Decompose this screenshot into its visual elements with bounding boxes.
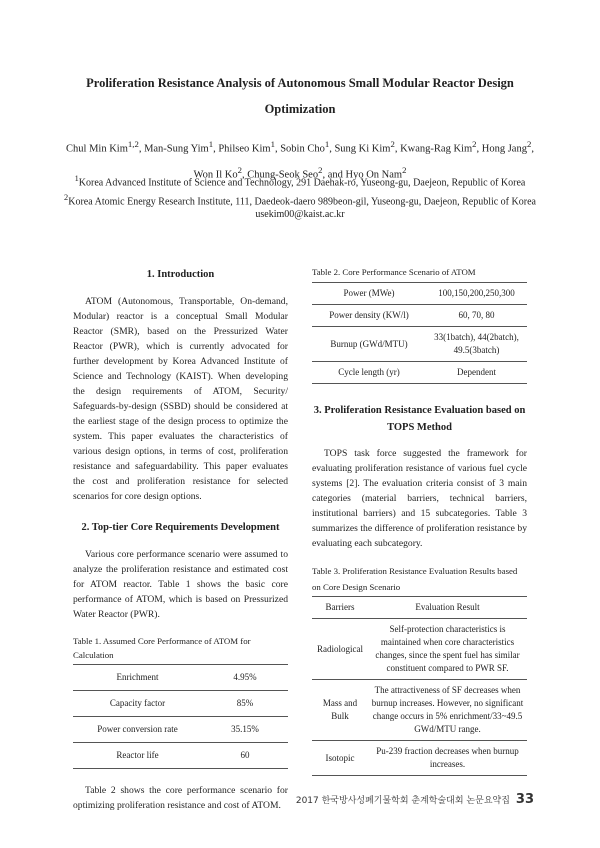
affiliation-1-marker: 1 bbox=[74, 174, 79, 183]
table-row bbox=[312, 619, 527, 680]
title-line-2: Optimization bbox=[264, 102, 336, 116]
author-separator: , bbox=[274, 143, 281, 155]
table-cell-value: Dependent bbox=[457, 367, 496, 377]
table-row bbox=[312, 680, 527, 741]
table-cell-label: Enrichment bbox=[116, 672, 159, 682]
table-cell-label: Power density (KW/l) bbox=[329, 310, 409, 320]
title-line-1: Proliferation Resistance Analysis of Autonomous Small Modular Reactor Design bbox=[86, 76, 514, 90]
author-name: Hyo On Nam bbox=[345, 169, 403, 180]
table-cell-label: Burnup (GWd/MTU) bbox=[330, 338, 408, 349]
affiliation-1-text: Korea Advanced Institute of Science and Technology, 291 Daehak-ro, Yuseong-gu, Daejeon, Republic of Korea bbox=[78, 177, 526, 189]
author-separator: , bbox=[476, 143, 482, 155]
author-affiliation-marker: 2 bbox=[390, 139, 395, 149]
table-2 bbox=[312, 282, 527, 384]
authors-line-1 bbox=[60, 134, 540, 160]
section-3-heading: 3. Proliferation Resistance Evaluation based on TOPS Method bbox=[313, 405, 526, 433]
table-cell-label: Reactor life bbox=[116, 750, 159, 760]
author-affiliation-marker: 1,2 bbox=[127, 139, 139, 149]
author-name: Sobin Cho bbox=[280, 143, 325, 155]
affiliation-2 bbox=[60, 191, 540, 209]
author-affiliation-marker: 1 bbox=[270, 139, 275, 149]
author-name: Hong Jang bbox=[481, 143, 527, 155]
table-cell-label: Capacity factor bbox=[109, 698, 166, 708]
author-affiliation-marker: 2 bbox=[526, 139, 532, 149]
author-affiliation-marker: 2 bbox=[318, 164, 323, 175]
section-3-paragraph: TOPS task force suggested the framework for evaluating proliferation resistance of various fuel cycle systems [2]. The evaluation criteria consist of 3 main categories (material barriers, technical barriers, institutional barriers) and 15 subcategories. Table 3 summarizes the difference of proliferation resistance by evaluating each subcategory. bbox=[312, 448, 527, 549]
author-affiliation-marker: 2 bbox=[472, 139, 477, 149]
author-separator: , bbox=[394, 143, 401, 155]
table-1-caption: Table 1. Assumed Core Performance of ATOM for Calculation bbox=[73, 636, 251, 660]
author-name: Kwang-Rag Kim bbox=[400, 143, 473, 155]
author-separator: , bbox=[241, 169, 248, 180]
author-separator: , bbox=[138, 143, 145, 155]
page-number: 33 bbox=[515, 792, 534, 807]
right-column bbox=[312, 265, 527, 776]
table-3-header-barriers: Barriers bbox=[325, 602, 355, 612]
table-cell-barrier: Radiological bbox=[317, 643, 363, 654]
table-cell-label: Power conversion rate bbox=[97, 724, 178, 734]
author-affiliation-marker: 2 bbox=[402, 164, 407, 175]
table-cell-result: Self-protection characteristics is maintained when core characteristics changes, since the spent fuel has similar constituent compared to PWR SF. bbox=[375, 624, 520, 673]
table-cell-value: 35.15% bbox=[231, 724, 259, 734]
author-affiliation-marker: 1 bbox=[208, 139, 214, 149]
table-2-intro-paragraph: Table 2 shows the core performance scenario for optimizing proliferation resistance and cost of ATOM. bbox=[73, 785, 288, 811]
author-separator: , bbox=[329, 143, 335, 155]
table-cell-barrier: Isotopic bbox=[325, 752, 355, 763]
left-column bbox=[73, 266, 288, 813]
affiliation-2-marker: 2 bbox=[64, 193, 69, 202]
table-2-caption: Table 2. Core Performance Scenario of ATOM bbox=[312, 267, 476, 277]
affiliation-2-text: Korea Atomic Energy Research Institute, 111, Daedeok-daero 989beon-gil, Yuseong-gu, Daejeon, Republic of Korea bbox=[68, 196, 536, 208]
table-3 bbox=[312, 596, 527, 776]
table-3-header-row bbox=[312, 597, 527, 619]
table-cell-value: 33(1batch), 44(2batch), 49.5(3batch) bbox=[434, 332, 519, 355]
table-cell-value: 85% bbox=[236, 698, 254, 708]
table-cell-label: Power (MWe) bbox=[343, 288, 395, 298]
section-2-heading: 2. Top-tier Core Requirements Development bbox=[81, 522, 280, 533]
author-name: Won Il Ko bbox=[193, 169, 238, 180]
table-3-caption: Table 3. Proliferation Resistance Evaluation Results based on Core Design Scenario bbox=[312, 566, 518, 592]
affiliation-1 bbox=[60, 172, 540, 190]
table-1 bbox=[73, 664, 288, 769]
table-cell-label: Cycle length (yr) bbox=[338, 367, 400, 377]
table-3-header-result: Evaluation Result bbox=[415, 602, 480, 612]
table-row bbox=[312, 283, 527, 305]
table-row bbox=[73, 691, 288, 717]
page-footer bbox=[296, 792, 534, 807]
author-name: Chul Min Kim bbox=[66, 143, 128, 155]
author-name: Sung Ki Kim bbox=[334, 143, 391, 155]
author-email: usekim00@kaist.ac.kr bbox=[255, 209, 345, 220]
author-name: Man-Sung Yim bbox=[144, 143, 209, 155]
author-affiliation-marker: 2 bbox=[237, 164, 242, 175]
table-cell-value: 100,150,200,250,300 bbox=[438, 288, 515, 298]
table-row bbox=[73, 717, 288, 743]
table-cell-barrier: Mass and Bulk bbox=[322, 698, 358, 721]
table-row bbox=[312, 327, 527, 362]
author-name: Chung-Seok Seo bbox=[247, 169, 319, 180]
table-row bbox=[312, 305, 527, 327]
section-2-paragraph: Various core performance scenario were assumed to analyze the proliferation resistance and estimated cost for ATOM reactor. Table 1 shows the basic core performance of ATOM, which is based on Pressurized Water Reactor (PWR). bbox=[73, 549, 288, 620]
section-1-paragraph: ATOM (Autonomous, Transportable, On-demand, Modular) reactor is a conceptual Small Modular Reactor (SMR), based on the Pressurized Water Reactor (PWR), which is currently advocated for further development by Korea Advanced Institute of Science and Technology (KAIST). When developing the design requirements of ATOM, Security/ Safeguards-by-design (SSBD) should be considered at the earliest stage of the design process to optimize the system. This paper evaluates the characteristics of various design options, in terms of cost, proliferation resistance and safeguardability. This paper evaluates the cost and proliferation resistance for selected scenarios for core design options. bbox=[73, 296, 288, 502]
author-separator: , bbox=[213, 143, 219, 155]
table-cell-value: 60, 70, 80 bbox=[458, 310, 495, 320]
author-affiliation-marker: 1 bbox=[324, 139, 330, 149]
author-separator: , and bbox=[322, 169, 346, 180]
table-row bbox=[73, 665, 288, 691]
paper-title bbox=[60, 70, 540, 122]
proceedings-name: 2017 한국방사성폐기물학회 춘계학술대회 논문요약집 bbox=[295, 796, 510, 806]
table-cell-value: 4.95% bbox=[233, 672, 257, 682]
table-cell-value: 60 bbox=[240, 750, 250, 760]
section-1-heading: 1. Introduction bbox=[146, 269, 215, 280]
table-row bbox=[73, 743, 288, 769]
table-cell-result: Pu-239 fraction decreases when burnup increases. bbox=[376, 746, 519, 769]
table-cell-result: The attractiveness of SF decreases when burnup increases. However, no significant change occurs in 5% enrichment/33~49.5 GWd/MTU range. bbox=[371, 685, 524, 734]
author-separator: , bbox=[531, 143, 534, 155]
author-name: Philseo Kim bbox=[218, 143, 271, 155]
table-row bbox=[312, 362, 527, 384]
table-row bbox=[312, 741, 527, 776]
